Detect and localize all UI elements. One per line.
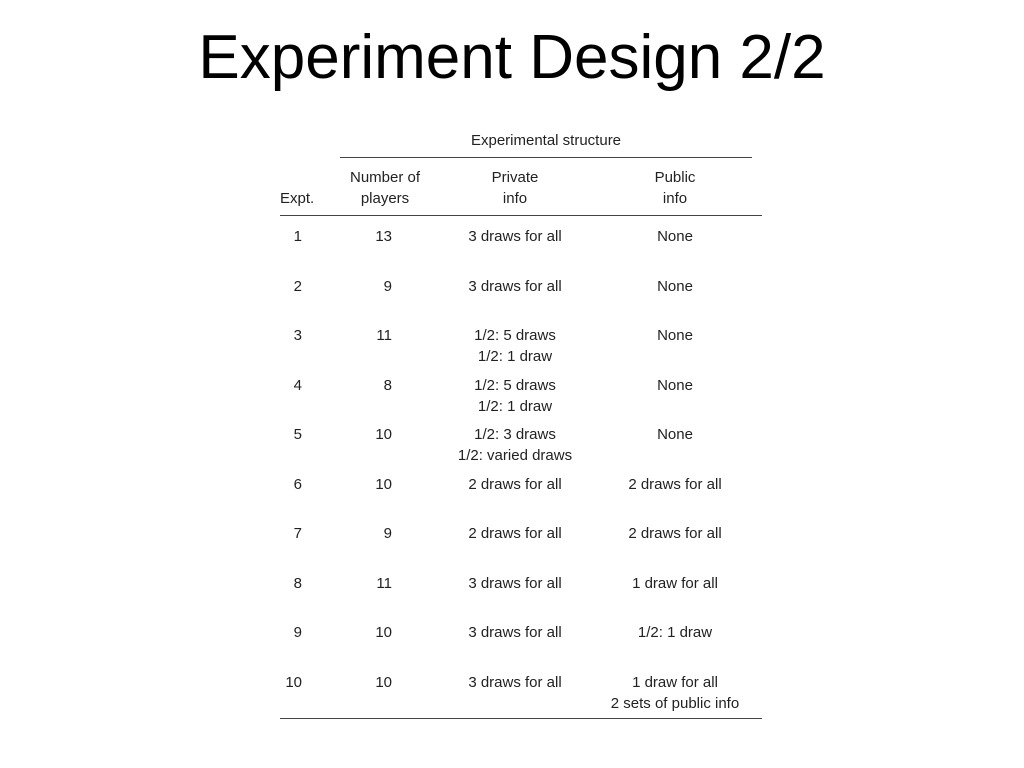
cell-expt-text: 7	[293, 525, 302, 542]
cell-expt-text: 8	[293, 574, 302, 592]
cell-number-of-players-text: 11	[376, 574, 392, 592]
cell-public-info-text: None	[657, 228, 693, 245]
cell-public-info	[600, 622, 750, 643]
cell-number-of-players-text: 10	[375, 475, 392, 493]
cell-number-of-players-text: 10	[375, 673, 392, 691]
cell-public-info	[600, 276, 750, 297]
cell-private-info-text: 1/2: varied draws	[457, 447, 573, 464]
cell-number-of-players-text: 8	[383, 376, 392, 394]
table-row	[280, 276, 762, 324]
cell-private-info-text: 1/2: 1 draw	[477, 397, 553, 415]
cell-private-info	[442, 325, 588, 367]
cell-expt-text: 1	[293, 228, 302, 245]
header-rule	[280, 215, 762, 216]
cell-public-info-text: 1 draw for all	[632, 574, 718, 592]
cell-expt-text: 9	[293, 624, 302, 641]
cell-private-info-text: 3 draws for all	[468, 228, 562, 245]
cell-expt-text: 6	[293, 475, 302, 493]
cell-public-info	[600, 573, 750, 594]
cell-public-info	[600, 325, 750, 346]
column-header-pub-line2: info	[662, 190, 688, 207]
cell-number-of-players-text: 9	[383, 277, 392, 295]
table-row	[280, 325, 762, 373]
cell-private-info	[442, 573, 588, 594]
column-header-priv-line2: info	[502, 190, 528, 207]
cell-number-of-players	[344, 325, 392, 346]
table-row	[280, 573, 762, 621]
cell-private-info-text: 1/2: 5 draws	[474, 327, 556, 344]
cell-public-info-text: None	[657, 376, 693, 394]
cell-private-info	[442, 672, 588, 693]
cell-number-of-players-text: 10	[375, 624, 392, 641]
cell-expt-text: 3	[293, 327, 302, 344]
cell-number-of-players	[344, 622, 392, 643]
cell-number-of-players-text: 9	[383, 525, 392, 542]
slide-title: Experiment Design 2/2	[198, 23, 826, 92]
table-row	[280, 375, 762, 423]
cell-private-info-text: 1/2: 5 draws	[474, 376, 556, 394]
column-header-expt-label: Expt.	[280, 190, 315, 207]
cell-expt	[280, 276, 302, 297]
cell-expt	[280, 622, 302, 643]
cell-private-info-text: 3 draws for all	[468, 673, 562, 691]
cell-private-info	[442, 276, 588, 297]
cell-public-info-text: None	[657, 277, 693, 295]
cell-public-info-text: 2 draws for all	[628, 475, 722, 493]
cell-number-of-players	[344, 424, 392, 445]
cell-number-of-players	[344, 523, 392, 544]
cell-number-of-players	[344, 573, 392, 594]
cell-expt-text: 2	[293, 277, 302, 295]
column-header-number-of-players	[342, 167, 428, 209]
column-header-expt	[280, 188, 316, 209]
cell-expt	[280, 523, 302, 544]
cell-public-info-text: None	[657, 426, 693, 443]
cell-public-info-text: None	[657, 327, 693, 344]
cell-public-info	[600, 226, 750, 247]
cell-private-info-text: 3 draws for all	[468, 277, 562, 295]
cell-private-info	[442, 622, 588, 643]
experiment-table	[280, 128, 764, 728]
cell-expt	[280, 474, 302, 495]
cell-private-info	[442, 474, 588, 495]
cell-public-info	[600, 474, 750, 495]
cell-public-info-text: 2 draws for all	[628, 525, 722, 542]
cell-public-info-text: 1 draw for all	[632, 673, 718, 691]
cell-number-of-players	[344, 474, 392, 495]
cell-public-info-text: 1/2: 1 draw	[637, 624, 713, 641]
table-row	[280, 474, 762, 522]
cell-number-of-players-text: 13	[375, 228, 392, 245]
cell-public-info-text: 2 sets of public info	[610, 694, 740, 712]
cell-expt	[280, 325, 302, 346]
table-row	[280, 523, 762, 571]
table-row	[280, 424, 762, 472]
cell-private-info-text: 3 draws for all	[468, 574, 562, 592]
cell-private-info-text: 2 draws for all	[468, 525, 562, 542]
cell-expt-text: 5	[293, 426, 302, 443]
cell-expt	[280, 226, 302, 247]
column-header-priv-line1: Private	[491, 169, 539, 186]
cell-number-of-players	[344, 375, 392, 396]
cell-private-info-text: 1/2: 1 draw	[477, 348, 553, 365]
column-header-pub-line1: Public	[654, 169, 696, 186]
cell-private-info	[442, 424, 588, 466]
cell-number-of-players	[344, 276, 392, 297]
column-header-public-info	[600, 167, 750, 209]
cell-private-info-text: 3 draws for all	[468, 624, 562, 641]
span-header: Experimental structure	[470, 132, 622, 149]
cell-number-of-players	[344, 672, 392, 693]
cell-expt-text: 10	[285, 673, 302, 691]
cell-public-info	[600, 424, 750, 445]
cell-public-info	[600, 523, 750, 544]
cell-expt	[280, 573, 302, 594]
cell-expt	[280, 375, 302, 396]
column-header-num-line2: players	[360, 190, 410, 207]
cell-public-info	[600, 375, 750, 396]
cell-number-of-players-text: 10	[375, 426, 392, 443]
table-row	[280, 226, 762, 274]
cell-private-info-text: 2 draws for all	[468, 475, 562, 493]
bottom-rule	[280, 718, 762, 719]
span-header-rule	[340, 157, 752, 158]
cell-number-of-players-text: 11	[376, 327, 392, 344]
cell-private-info-text: 1/2: 3 draws	[474, 426, 556, 443]
cell-expt	[280, 424, 302, 445]
cell-private-info	[442, 375, 588, 417]
table-row	[280, 672, 762, 720]
table-row	[280, 622, 762, 670]
cell-private-info	[442, 226, 588, 247]
column-header-num-line1: Number of	[349, 169, 421, 186]
cell-expt	[280, 672, 302, 693]
column-header-private-info	[442, 167, 588, 209]
cell-expt-text: 4	[293, 376, 302, 394]
cell-private-info	[442, 523, 588, 544]
cell-number-of-players	[344, 226, 392, 247]
cell-public-info	[600, 672, 750, 714]
